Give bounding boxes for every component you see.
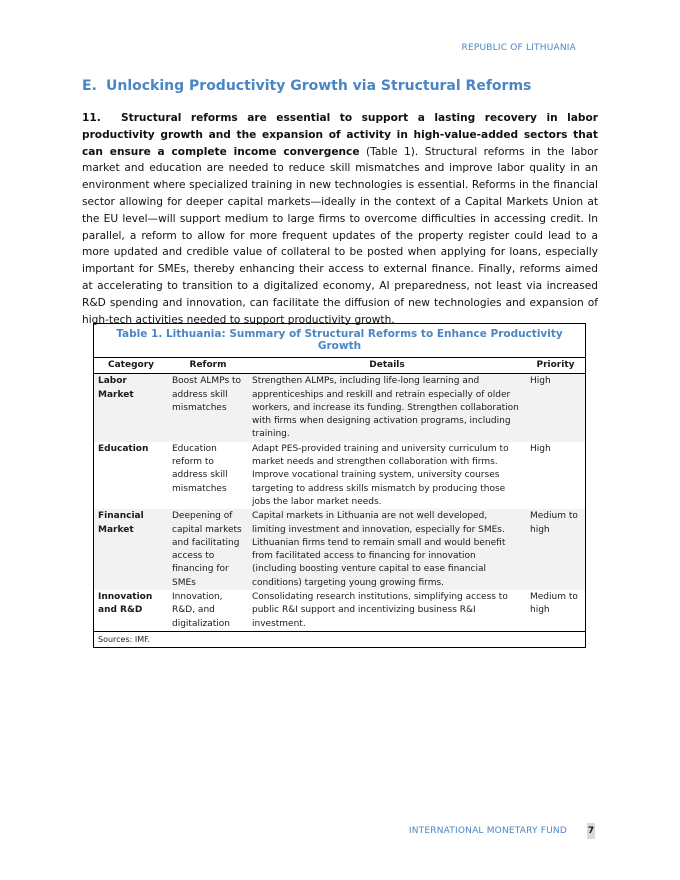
column-header-reform: Reform: [168, 358, 248, 374]
cell-details: Consolidating research institutions, simplifying access to public R&I support and incentivizing business R&I investment.: [252, 592, 508, 629]
column-header-priority: Priority: [526, 358, 585, 374]
running-header: REPUBLIC OF LITHUANIA: [461, 43, 576, 53]
cell-priority: Medium to high: [526, 509, 585, 590]
table-title: Table 1. Lithuania: Summary of Structural Reforms to Enhance Productivity Growth: [94, 324, 585, 358]
section-heading: [82, 78, 531, 94]
reforms-table-grid: [94, 358, 585, 631]
paragraph-number: 11.: [82, 112, 101, 124]
footer-publisher: INTERNATIONAL MONETARY FUND: [408, 826, 567, 836]
column-header-details: Details: [248, 358, 526, 374]
cell-category: Financial Market: [94, 509, 168, 590]
cell-category: Innovation and R&D: [98, 592, 153, 616]
cell-reform: Deepening of capital markets and facilitating access to financing for SMEs: [168, 509, 248, 590]
paragraph-bold-lead: Structural reforms are essential to support a lasting recovery in labor productivity growth and the expansion of activity in high-value-added sectors that can ensure a complete income convergence: [82, 112, 598, 158]
table-sources: Sources: IMF.: [94, 631, 585, 647]
cell-priority: High: [526, 374, 585, 442]
paragraph-body: (Table 1). Structural reforms in the labor market and education are needed to reduce skill mismatches and improve labor quality in an environment where specialized training in new technologies is essential. Reforms in the financial sector allowing for deeper capital markets—ideally in the context of a Capital Markets Union at the EU level—will support medium to large firms to overcome difficulties in accessing credit. In parallel, a reform to allow for more frequent updates of the property register could lead to a more updated and credible value of collateral to be posted when applying for loans, especially important for SMEs, thereby enhancing their access to external finance. Finally, reforms aimed at accelerating to transition to a digitalized economy, AI preparedness, not least via increased R&D spending and innovation, can facilitate the diffusion of new technologies and expansion of high-tech activities needed to support productivity growth.: [82, 145, 598, 326]
column-header-category: Category: [94, 358, 168, 374]
section-title-text: Unlocking Productivity Growth via Structural Reforms: [106, 78, 532, 94]
paragraph-11: [82, 110, 598, 328]
cell-reform: Boost ALMPs to address skill mismatches: [168, 374, 248, 442]
table-row: [94, 590, 585, 631]
cell-category: Labor Market: [94, 374, 168, 442]
cell-priority: Medium to high: [530, 592, 578, 616]
table-row: [94, 509, 585, 590]
reforms-table: [93, 323, 586, 648]
table-row: [94, 374, 585, 442]
page-number: 7: [587, 823, 595, 839]
cell-details: Adapt PES-provided training and university curriculum to market needs and strengthen collaboration with firms. Improve vocational training system, university courses targeting to address skills mismatch by producing those jobs the labor market needs.: [252, 443, 509, 507]
cell-reform: Innovation, R&D, and digitalization: [172, 592, 230, 629]
table-header-row: [94, 358, 585, 374]
section-letter: E.: [82, 78, 97, 94]
cell-category: Education: [98, 443, 149, 454]
cell-priority: High: [530, 443, 551, 454]
cell-details: Strengthen ALMPs, including life-long learning and apprenticeships and reskill and retrain especially of older workers, and increase its funding. Strengthen collaboration with firms when designing activation programs, including training.: [248, 374, 526, 442]
cell-details: Capital markets in Lithuania are not well developed, limiting investment and innovation, especially for SMEs. Lithuanian firms tend to remain small and would benefit from facilitated access to financing for innovation (including boosting venture capital to ease financial conditions) targeting young growing firms.: [248, 509, 526, 590]
table-row: [94, 442, 585, 509]
cell-reform: Education reform to address skill mismatches: [172, 443, 228, 494]
